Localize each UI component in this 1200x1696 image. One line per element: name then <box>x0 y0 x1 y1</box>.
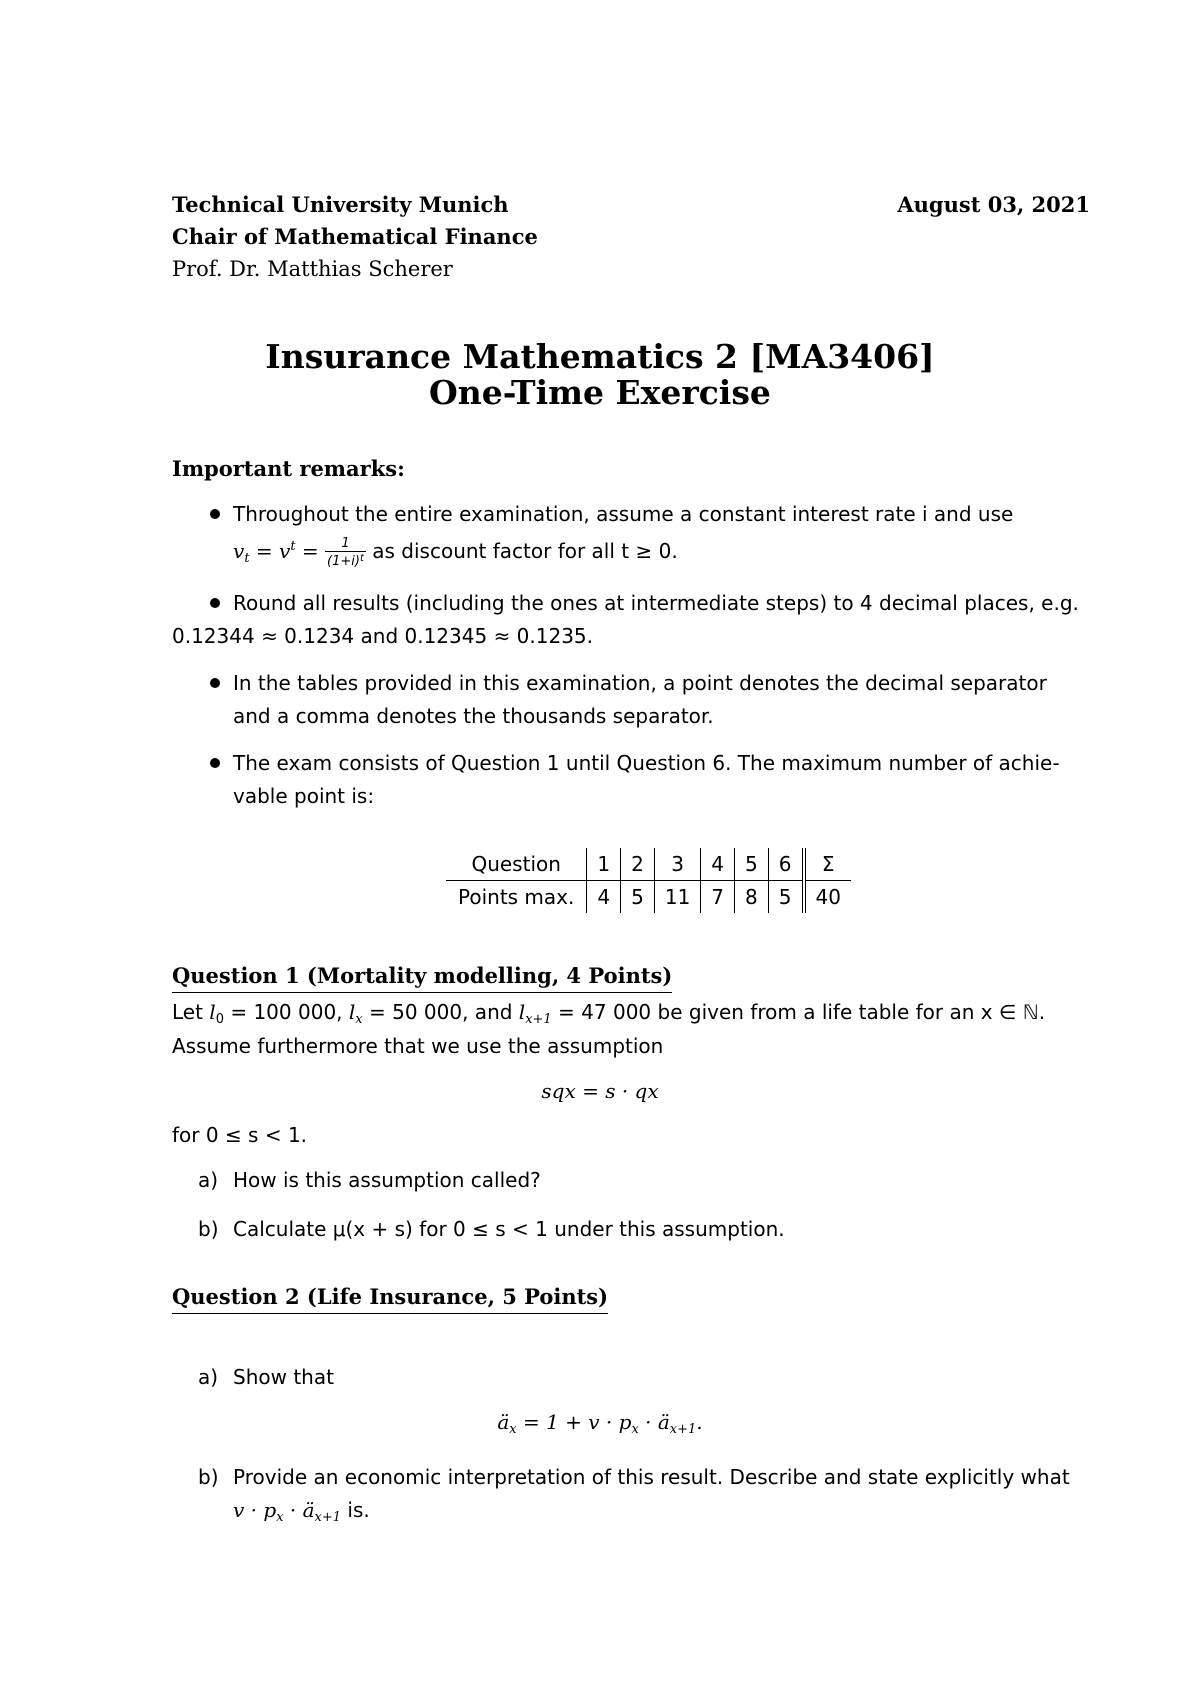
question-2a-text: Show that <box>233 1365 334 1389</box>
remark-4-line-2: vable point is: <box>233 784 375 808</box>
table-cell: 5 <box>735 848 769 881</box>
table-row <box>446 848 851 881</box>
remark-3-line-1: In the tables provided in this examination, a point denotes the decimal separator <box>233 671 1047 695</box>
table-cell: Points max. <box>458 885 575 909</box>
discount-fraction: $\frac{1}{(1+i)^t}$ <box>327 535 364 569</box>
table-cell: 2 <box>621 848 655 881</box>
table-cell: 6 <box>768 848 803 881</box>
question-1-line-1: Let $l_0 = 100$ 000, $l_x = 50$ 000, and $l_{x+1} = 47$ 000 be given from a life table for an x ∈ ℕ. <box>172 1000 1046 1027</box>
table-cell: 8 <box>735 881 769 914</box>
table-cell: Σ <box>804 848 851 881</box>
question-1a-label: a) <box>198 1168 219 1192</box>
table-cell: 40 <box>804 881 851 914</box>
question-2b-line-2: $v \cdot p_x$ · $ä_{x+1}$ is. <box>233 1498 370 1525</box>
table-cell: 1 <box>587 848 621 881</box>
question-1b-label: b) <box>198 1217 219 1241</box>
question-2a-label: a) <box>198 1365 219 1389</box>
bullet-icon <box>210 598 220 608</box>
question-1-range: for 0 ≤ s < 1. <box>172 1123 308 1147</box>
question-1-heading: Question 1 (Mortality modelling, 4 Points) <box>172 962 672 993</box>
table-cell: 4 <box>701 848 735 881</box>
table-cell: 3 <box>654 848 700 881</box>
question-1-line-1-suffix: be given from a life table for an x ∈ ℕ. <box>657 1000 1046 1024</box>
table-cell: Question <box>446 848 587 881</box>
remark-1-line-1: Throughout the entire examination, assume a constant interest rate i and use <box>233 502 1014 526</box>
table-cell: 5 <box>621 881 655 914</box>
discount-formula: $v_t = v^t$ = <box>233 539 326 566</box>
remark-2-line-2: 0.12344 ≈ 0.1234 and 0.12345 ≈ 0.1235. <box>172 624 594 648</box>
bullet-icon <box>210 758 220 768</box>
remark-1-suffix: as discount factor for all t ≥ 0. <box>372 539 678 563</box>
remark-3-line-2: and a comma denotes the thousands separator. <box>233 704 714 728</box>
remark-4-line-1: The exam consists of Question 1 until Question 6. The maximum number of achie- <box>233 751 1060 775</box>
chair-name: Chair of Mathematical Finance <box>172 224 538 249</box>
remarks-heading: Important remarks: <box>172 456 405 481</box>
page-subtitle: One-Time Exercise <box>429 373 771 412</box>
remark-2-line-1: Round all results (including the ones at intermediate steps) to 4 decimal places, e.g. <box>233 591 1079 615</box>
page-title: Insurance Mathematics 2 [MA3406] <box>265 337 935 376</box>
question-2b-label: b) <box>198 1465 219 1489</box>
remark-1-line-2 <box>233 531 678 575</box>
table-cell: 7 <box>701 881 735 914</box>
question-2b-text: Provide an economic interpretation of this result. Describe and state explicitly what <box>233 1465 1070 1489</box>
bullet-icon <box>210 678 220 688</box>
points-table <box>446 848 851 913</box>
question-1-line-2: Assume furthermore that we use the assumption <box>172 1034 664 1058</box>
question-1a-text: How is this assumption called? <box>233 1168 541 1192</box>
table-cell: 11 <box>654 881 700 914</box>
question-1b-text: Calculate μ(x + s) for 0 ≤ s < 1 under this assumption. <box>233 1217 785 1241</box>
university-name: Technical University Munich <box>172 192 509 217</box>
table-row <box>446 881 851 914</box>
question-2-formula: $ä_x = 1 + v \cdot p_x$ · $ä_{x+1}$. <box>497 1410 703 1437</box>
question-2b-suffix: is. <box>347 1498 370 1522</box>
question-1-formula: sqx = s · qx <box>541 1079 659 1103</box>
professor-name: Prof. Dr. Matthias Scherer <box>172 257 453 281</box>
bullet-icon <box>210 509 220 519</box>
question-2-heading: Question 2 (Life Insurance, 5 Points) <box>172 1283 608 1314</box>
exam-date: August 03, 2021 <box>897 192 1090 217</box>
table-cell: 5 <box>768 881 803 914</box>
table-cell: 4 <box>587 881 621 914</box>
